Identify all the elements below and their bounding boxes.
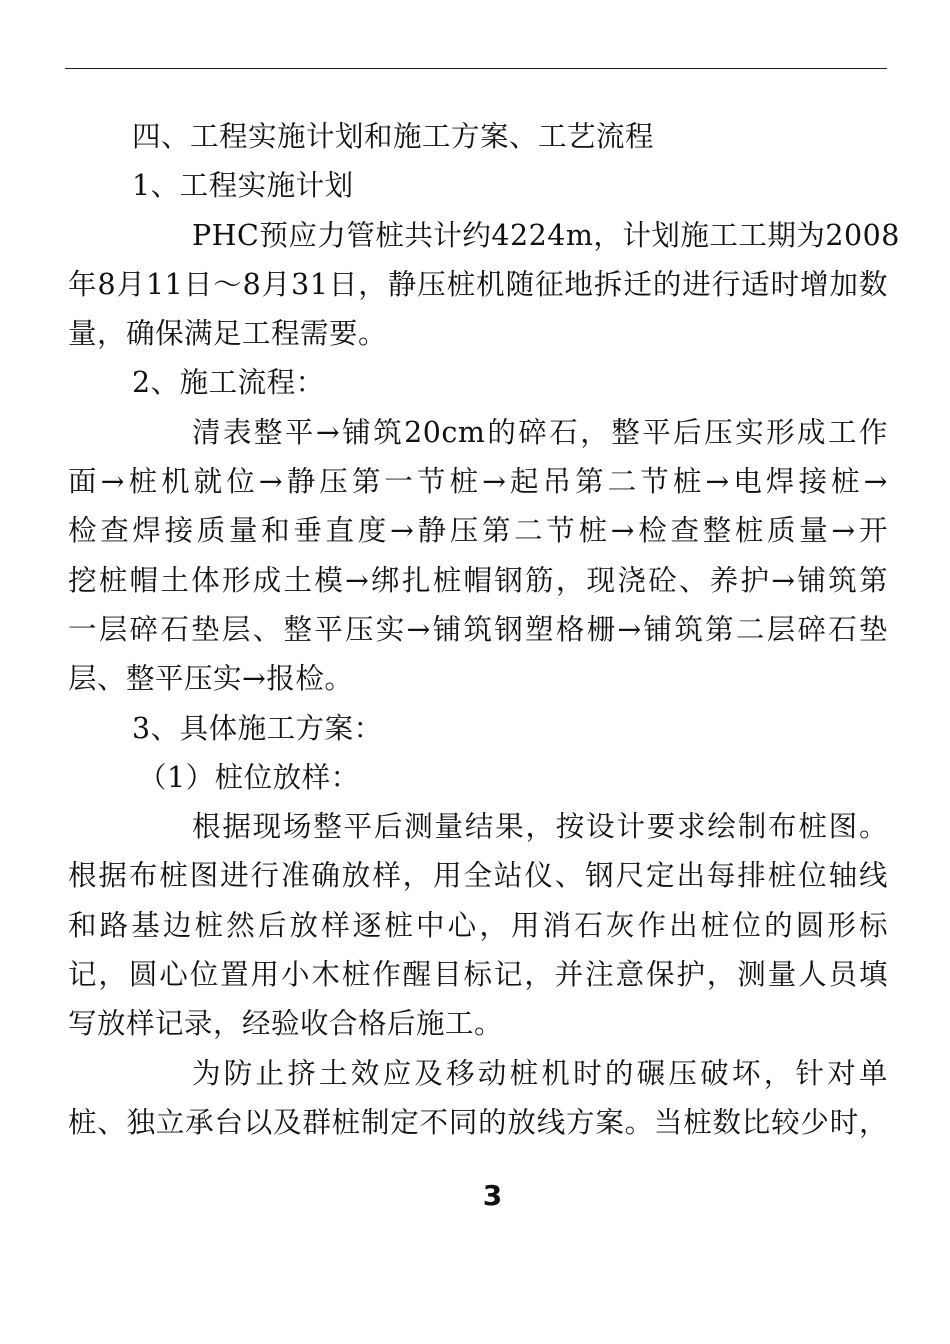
paragraph-line: 桩、独立承台以及群桩制定不同的放线方案。当桩数比较少时， (68, 1105, 888, 1139)
paragraph-line: 层、整平压实→报检。 (68, 662, 354, 696)
paragraph-line: 和路基边桩然后放样逐桩中心，用消石灰作出桩位的圆形标 (68, 908, 888, 942)
document-body (68, 112, 900, 1147)
subsection-heading-plan: 1、工程实施计划 (132, 169, 354, 203)
paragraph-line: 写放样记录，经验收合格后施工。 (68, 1007, 504, 1041)
subsection-heading-layout: （1）桩位放样： (138, 760, 360, 794)
paragraph-line: 清表整平→铺筑20cm的碎石，整平后压实形成工作 (192, 415, 888, 449)
paragraph-line: 量，确保满足工程需要。 (68, 317, 388, 351)
paragraph-line: 根据现场整平后测量结果，按设计要求绘制布桩图。 (192, 810, 888, 844)
paragraph-line: 年8月11日～8月31日，静压桩机随征地拆迁的进行适时增加数 (68, 267, 888, 301)
subsection-heading-scheme: 3、具体施工方案： (132, 711, 383, 745)
paragraph-line: 面→桩机就位→静压第一节桩→起吊第二节桩→电焊接桩→ (68, 465, 888, 499)
paragraph-line: 记，圆心位置用小木桩作醒目标记，并注意保护，测量人员填 (68, 958, 888, 992)
section-heading: 四、工程实施计划和施工方案、工艺流程 (132, 120, 655, 153)
subsection-heading-flow: 2、施工流程： (132, 366, 325, 400)
paragraph-line: 根据布桩图进行准确放样，用全站仪、钢尺定出每排桩位轴线 (68, 859, 888, 893)
header-rule (65, 68, 887, 69)
paragraph-line: PHC预应力管桩共计约4224m，计划施工工期为2008 (192, 218, 900, 252)
paragraph-line: 挖桩帽土体形成土模→绑扎桩帽钢筋，现浇砼、养护→铺筑第 (68, 563, 888, 597)
paragraph-line: 检查焊接质量和垂直度→静压第二节桩→检查整桩质量→开 (68, 514, 888, 548)
page-number: 3 (482, 1179, 503, 1212)
paragraph-line: 为防止挤土效应及移动桩机时的碾压破坏，针对单 (192, 1056, 888, 1090)
paragraph-line: 一层碎石垫层、整平压实→铺筑钢塑格栅→铺筑第二层碎石垫 (68, 612, 888, 646)
